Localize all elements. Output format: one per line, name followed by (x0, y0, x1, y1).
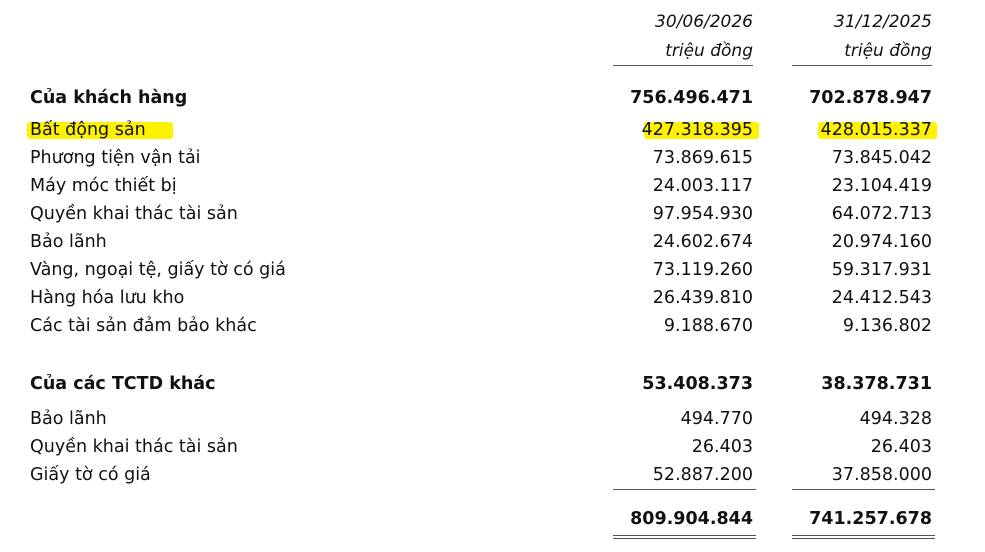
row-label: Bất động sản (30, 120, 146, 140)
row-value-2: 59.317.931 (831, 260, 932, 280)
total-row (0, 505, 985, 533)
table-row (0, 312, 985, 340)
table-row (0, 284, 985, 312)
table-row (0, 256, 985, 284)
row-value-1: 26.439.810 (652, 288, 753, 308)
row-value-1: 26.403 (691, 437, 753, 457)
total-double-rule (613, 535, 756, 536)
row-label: Giấy tờ có giá (30, 465, 151, 485)
row-label: Bảo lãnh (30, 232, 107, 252)
row-value-1: 9.188.670 (663, 316, 753, 336)
row-value-1: 52.887.200 (652, 465, 753, 485)
table-row (0, 228, 985, 256)
table-row (0, 116, 985, 144)
section-title-value-2: 702.878.947 (809, 88, 932, 108)
row-value-2: 73.845.042 (831, 148, 932, 168)
row-value-1: 73.869.615 (652, 148, 753, 168)
row-value-2: 494.328 (859, 409, 932, 429)
table-row (0, 433, 985, 461)
column-date-2: 31/12/2025 (834, 12, 932, 32)
table-row (0, 461, 985, 489)
row-value-1: 73.119.260 (652, 260, 753, 280)
subtotal-rule (792, 489, 935, 490)
row-label: Vàng, ngoại tệ, giấy tờ có giá (30, 260, 286, 280)
section-title-value-2: 38.378.731 (821, 374, 932, 394)
section-title-row (0, 84, 985, 112)
row-value-2: 20.974.160 (831, 232, 932, 252)
total-double-rule (613, 538, 756, 539)
row-value-1: 97.954.930 (652, 204, 753, 224)
table-row (0, 200, 985, 228)
total-value-2: 741.257.678 (809, 509, 932, 529)
table-row (0, 405, 985, 433)
row-label: Quyền khai thác tài sản (30, 437, 238, 457)
row-value-2: 9.136.802 (842, 316, 932, 336)
total-value-1: 809.904.844 (630, 509, 753, 529)
table-row (0, 172, 985, 200)
row-value-1: 494.770 (680, 409, 753, 429)
section-title-row (0, 370, 985, 398)
row-label: Hàng hóa lưu kho (30, 288, 185, 308)
column-date-1: 30/06/2026 (655, 12, 753, 32)
row-label: Phương tiện vận tải (30, 148, 201, 168)
row-value-2: 26.403 (870, 437, 932, 457)
column-unit-2: triệu đồng (792, 39, 932, 66)
subtotal-rule (613, 489, 756, 490)
section-title-label: Của các TCTD khác (30, 374, 216, 394)
row-label: Bảo lãnh (30, 409, 107, 429)
section-title-label: Của khách hàng (30, 88, 188, 108)
row-value-1: 24.003.117 (652, 176, 753, 196)
row-value-1: 427.318.395 (641, 120, 753, 140)
total-double-rule (792, 538, 935, 539)
row-value-2: 37.858.000 (831, 465, 932, 485)
row-label: Máy móc thiết bị (30, 176, 177, 196)
table-row (0, 144, 985, 172)
row-value-2: 428.015.337 (820, 120, 932, 140)
row-value-2: 23.104.419 (831, 176, 932, 196)
section-title-value-1: 53.408.373 (642, 374, 753, 394)
row-label: Các tài sản đảm bảo khác (30, 316, 257, 336)
column-unit-1: triệu đồng (613, 39, 753, 66)
row-value-1: 24.602.674 (652, 232, 753, 252)
row-value-2: 24.412.543 (831, 288, 932, 308)
total-double-rule (792, 535, 935, 536)
row-label: Quyền khai thác tài sản (30, 204, 238, 224)
section-title-value-1: 756.496.471 (630, 88, 753, 108)
row-value-2: 64.072.713 (831, 204, 932, 224)
